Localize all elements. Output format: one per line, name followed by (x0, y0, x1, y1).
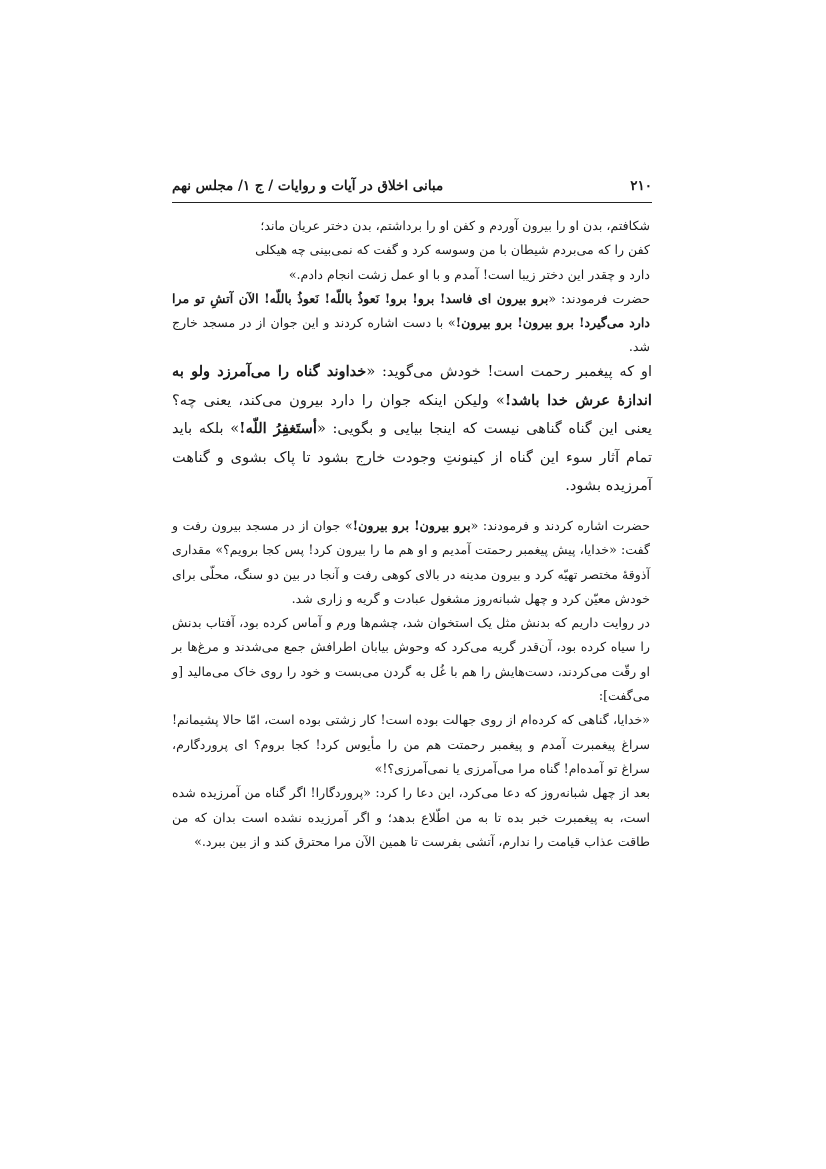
quote-paragraph-departure (172, 514, 650, 611)
text-run: » ولیکن اینکه جوان را دارد بیرون می‌کند، یعنی چه؟ یعنی این گناه گناهی نیست که اینجا بیایی و بگویی: « (172, 391, 652, 437)
running-header-title: مبانی اخلاق در آیات و روایات / ج ۱/ مجلس نهم (172, 178, 444, 194)
text-run: او که پیغمبر رحمت است! خودش می‌گوید: « (366, 363, 652, 380)
text-run: » با دست اشاره کردند و این جوان از در مسجد خارج شد. (172, 315, 650, 355)
running-header (172, 176, 652, 200)
text-run: » بلکه باید تمام آثار سوء این گناه از کینونتِ وجودت خارج بشود تا پاک بشوی و گناهت آمرزیده بشود. (172, 420, 652, 494)
bold-quote: أستَغفِرُ اللّه! (239, 420, 317, 437)
bold-quote: برو بیرون! برو بیرون! (352, 518, 471, 533)
quote-line-1: شکافتم، بدن او را بیرون آوردم و کفن او را برداشتم، بدن دختر عریان ماند؛ (260, 218, 650, 233)
quote-paragraph-supplication: «خدایا، گناهی که کرده‌ام از روی جهالت بوده است! کار زشتی بوده است، امّا حالا پشیمانم! سراغ پیغمبرت آمدم و پیغمبر رحمتت هم من را مأیوس کرد! کجا بروم؟ ای پروردگارم، سراغ تو آمده‌ام! گناه مرا می‌آمرزی یا نمی‌آمرزی؟!» (172, 712, 650, 776)
body-paragraph (172, 358, 652, 501)
body-paragraph-text (172, 358, 652, 501)
page-number: ۲۱۰ (630, 178, 652, 194)
quote-line-2: کفن را که می‌بردم شیطان با من وسوسه کرد و گفت که نمی‌بینی چه هیکلی (255, 242, 650, 258)
text-run: حضرت اشاره کردند و فرمودند: « (470, 518, 650, 533)
quote-block-1 (172, 214, 650, 360)
quote-paragraph-final-prayer: بعد از چهل شبانه‌روز که دعا می‌کرد، این دعا را کرد: «پروردگارا! اگر گناه من آمرزیده شده است، به پیغمبرت خبر بده تا به من اطّلاع بدهد؛ و اگر آمرزیده نشده است بدان که من طاقت عذاب قیامت را ندارم، آتشی بفرست تا همین الآن مرا محترق کند و از بین ببرد.» (172, 785, 650, 849)
quote-paragraph-repentance: در روایت داریم که بدنش مثل یک استخوان شد، چشم‌ها ورم و آماس کرده بود، آفتاب بدنش را سیاه کرده بود، آن‌قدر گریه می‌کرد که وحوش بیابان اطرافش جمع می‌شدند و مرغ‌ها بر او رقّت می‌کردند، دست‌هایش را هم با غُل به گردن می‌بست و خود را روی خاک می‌مالید [و می‌گفت]: (172, 615, 650, 704)
bold-quote: برو بیرون ای فاسد! برو! برو! نَعوذُ باللّه! نَعوذُ باللّه! الآن آتشِ تو مرا دارد می‌گیرد! برو بیرون! برو بیرون! (172, 290, 650, 331)
text-run: حضرت فرمودند: « (548, 290, 650, 306)
text-run: » جوان از در مسجد بیرون رفت و گفت: «خدایا، پیش پیغمبر رحمتت آمدیم و او هم ما را بیرون کرد! پس کجا برویم؟» مقداری آذوقهٔ مختصر تهیّه کرد و بیرون مدینه در بالای کوهی رفت و آنجا در بین دو سنگ، محلّی برای خودش معیّن کرد و چهل شبانه‌روز مشغول عبادت و گریه و زاری شد. (172, 518, 650, 606)
bold-quote: خداوند گناه را می‌آمرزد ولو به اندازهٔ عرش خدا باشد! (172, 363, 652, 409)
quote-block-2 (172, 514, 650, 854)
quote-line-3: دارد و چقدر این دختر زیبا است! آمدم و با او عمل زشت انجام دادم.» (288, 266, 650, 282)
header-divider (172, 202, 652, 203)
quote-paragraph-prophet-command (172, 287, 650, 360)
